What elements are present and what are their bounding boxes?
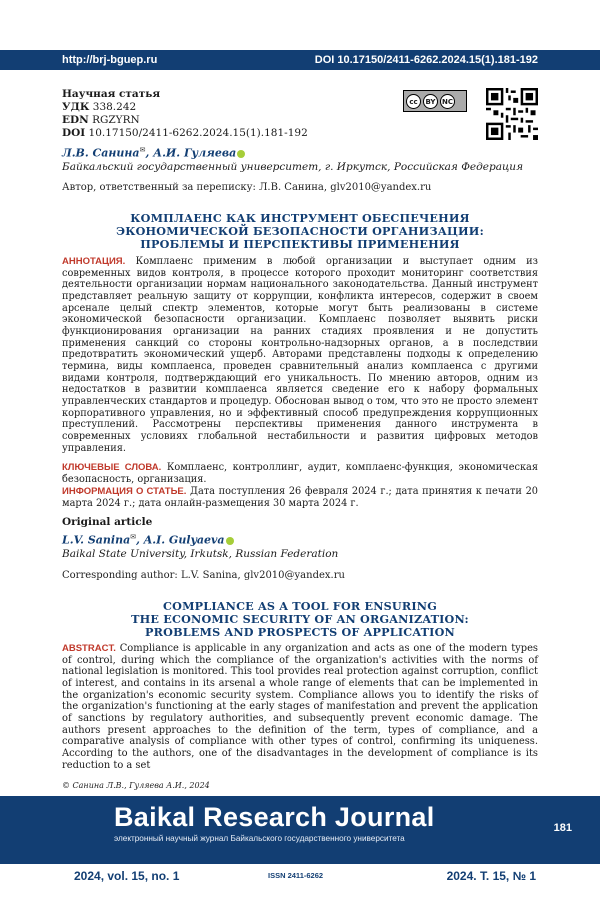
ru-author-2: А.И. Гуляева bbox=[153, 146, 237, 160]
ru-title bbox=[62, 212, 538, 251]
en-title bbox=[62, 600, 538, 639]
ru-keywords-label: КЛЮЧЕВЫЕ СЛОВА. bbox=[62, 462, 162, 473]
ru-affiliation: Байкальский государственный университет, г. Иркутск, Российская Федерация bbox=[62, 161, 524, 173]
journal-footer-banner bbox=[0, 796, 600, 864]
issue-line bbox=[0, 864, 600, 886]
cc-license-badge[interactable] bbox=[403, 90, 467, 112]
en-title-line-1: COMPLIANCE AS A TOOL FOR ENSURING bbox=[163, 599, 437, 613]
en-corresponding-author: Corresponding author: L.V. Sanina, glv2010@yandex.ru bbox=[62, 570, 345, 581]
nc-icon: NC bbox=[440, 94, 455, 109]
en-title-line-2: THE ECONOMIC SECURITY OF AN ORGANIZATION: bbox=[131, 612, 469, 626]
issue-ru: 2024. Т. 15, № 1 bbox=[446, 869, 536, 883]
en-affiliation: Baikal State University, Irkutsk, Russian Federation bbox=[62, 548, 339, 560]
issn: ISSN 2411-6262 bbox=[268, 871, 324, 880]
envelope-icon[interactable]: ✉ bbox=[130, 533, 137, 541]
journal-url[interactable]: http://brj-bguep.ru bbox=[62, 54, 158, 66]
ru-title-line-2: ЭКОНОМИЧЕСКОЙ БЕЗОПАСНОСТИ ОРГАНИЗАЦИИ: bbox=[116, 224, 484, 238]
ru-abstract-label: АННОТАЦИЯ. bbox=[62, 256, 126, 267]
en-title-line-3: PROBLEMS AND PROSPECTS OF APPLICATION bbox=[145, 625, 455, 639]
doi-value: 10.17150/2411-6262.2024.15(1).181-192 bbox=[88, 127, 308, 139]
doi-label: DOI bbox=[62, 127, 86, 139]
article-doi[interactable]: DOI 10.17150/2411-6262.2024.15(1).181-192 bbox=[314, 54, 538, 66]
article-meta bbox=[62, 88, 308, 140]
ru-authors: Л.В. Санина✉, А.И. Гуляева bbox=[62, 146, 245, 160]
ru-abstract bbox=[62, 256, 538, 454]
ru-keywords-text: Комплаенс, контроллинг, аудит, комплаенс-функция, экономическая безопасность, организация. bbox=[62, 462, 538, 485]
ru-info-text: Дата поступления 26 февраля 2024 г.; дата принятия к печати 20 марта 2024 г.; дата онлайн-размещения 30 марта 2024 г. bbox=[62, 486, 538, 509]
ru-article-info bbox=[62, 486, 538, 509]
qr-code-icon bbox=[486, 88, 538, 140]
ru-info-label: ИНФОРМАЦИЯ О СТАТЬЕ. bbox=[62, 486, 187, 497]
article-type: Научная статья bbox=[62, 88, 161, 100]
ru-title-line-3: ПРОБЛЕМЫ И ПЕРСПЕКТИВЫ ПРИМЕНЕНИЯ bbox=[140, 237, 460, 251]
en-abstract-label: ABSTRACT. bbox=[62, 643, 116, 654]
journal-subtitle: электронный научный журнал Байкальского государственного университета bbox=[114, 834, 405, 843]
ru-title-line-1: КОМПЛАЕНС КАК ИНСТРУМЕНТ ОБЕСПЕЧЕНИЯ bbox=[130, 211, 470, 225]
edn-value: RGZYRN bbox=[92, 114, 140, 126]
by-icon: BY bbox=[423, 94, 438, 109]
ru-author-1: Л.В. Санина bbox=[62, 146, 140, 160]
orcid-icon[interactable] bbox=[237, 150, 245, 158]
cc-icon: cc bbox=[406, 94, 421, 109]
orcid-icon[interactable] bbox=[226, 537, 234, 545]
ru-corresponding-author: Автор, ответственный за переписку: Л.В. Санина, glv2010@yandex.ru bbox=[62, 182, 432, 193]
en-authors: L.V. Sanina✉, A.I. Gulyaeva bbox=[62, 533, 234, 547]
en-article-type: Original article bbox=[62, 516, 153, 528]
top-bar bbox=[0, 50, 600, 70]
en-author-1: L.V. Sanina bbox=[62, 533, 131, 547]
envelope-icon[interactable]: ✉ bbox=[139, 146, 146, 154]
journal-name: Baikal Research Journal bbox=[114, 802, 435, 832]
en-abstract bbox=[62, 643, 538, 771]
issue-en: 2024, vol. 15, no. 1 bbox=[74, 869, 180, 883]
en-author-2: A.I. Gulyaeva bbox=[143, 533, 225, 547]
edn-label: EDN bbox=[62, 114, 89, 126]
page-number: 181 bbox=[553, 822, 572, 834]
ru-abstract-text: Комплаенс применим в любой организации и выступает одним из современных видов контроля, в процессе которого проходит мониторинг соответствия деятельности организации нормам национального законодательства. Данный инструмент представляет реальную защиту от коррупции, конфликта интересов, содержит в своем арсенале целый спектр элементов, которые могут быть реализованы в системе экономической безопасности организации. Комплаенс позволяет выявить риски функционирования организации на ранних стадиях проявления и не допустить применения санкций со стороны контрольно-надзорных органов, а в последствии предотвратить экономический ущерб. Авторами представлены подходы к определению термина, виды комплаенса, проведен сравнительный анализ комплаенса с другими видами контроля, подтверждающий его уникальность. По мнению авторов, одним из недостатков в развитии комплаенса является сведение его к набору формальных управленческих стандартов и процедур. Обоснован вывод о том, что это не просто элемент корпоративного управления, но и эффективный способ предупреждения коррупционных преступлений. Рассмотрены перспективы применения данного инструмента в современных условиях глобальной нестабильности и развития цифровых методов управления. bbox=[62, 256, 539, 454]
en-abstract-text: Compliance is applicable in any organization and acts as one of the modern types of control, during which the compliance of the organization's activities with the norms of national legislation is monitored. This tool provides real protection against corruption, conflict of interest, and contains in its arsenal a whole range of elements that can be implemented in the organization's economic security system. Compliance allows you to identify the risks of the organization's functioning at the early stages of manifestation and prevent the application of sanctions by regulatory authorities, and subsequently prevent economic damage. The authors present approaches to the definition of the term, types of compliance, and a comparative analysis of compliance with other types of control, confirming its uniqueness. According to the authors, one of the disadvantages in the development of compliance is its reduction to a set bbox=[62, 643, 538, 771]
copyright: © Санина Л.В., Гуляева А.И., 2024 bbox=[62, 781, 210, 790]
ru-keywords bbox=[62, 462, 538, 485]
udk-value: 338.242 bbox=[92, 101, 137, 113]
udk-label: УДК bbox=[62, 101, 90, 113]
